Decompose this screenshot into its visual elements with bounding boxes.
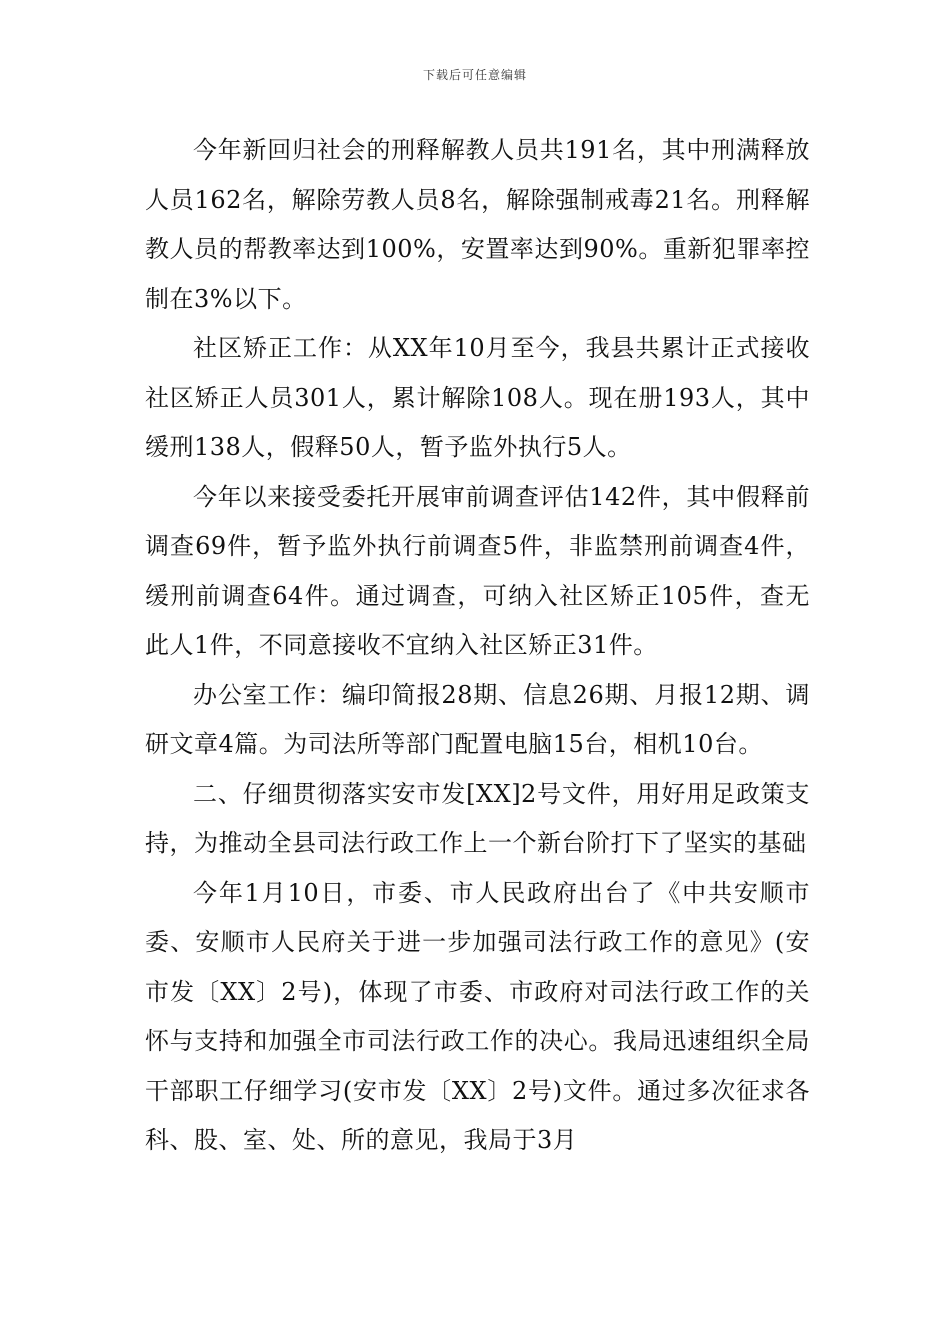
paragraph-policy-implementation: 今年1月10日，市委、市人民政府出台了《中共安顺市委、安顺市人民府关于进一步加强司法行政工作的意见》(安市发〔XX〕2号)，体现了市委、市政府对司法行政工作的关怀与支持和加强全市司法行政工作的决心。我局迅速组织全局干部职工仔细学习(安市发〔XX〕2号)文件。通过多次征求各科、股、室、处、所的意见，我局于3月: [145, 878, 810, 1154]
page-header-note: 下载后可任意编辑: [422, 68, 527, 82]
document-body: [145, 126, 810, 1166]
paragraph-release-statistics: 今年新回归社会的刑释解教人员共191名，其中刑满释放人员162名，解除劳教人员8名，解除强制戒毒21名。刑释解教人员的帮教率达到100%，安置率达到90%。重新犯罪率控制在3%以下。: [145, 136, 810, 313]
paragraph-section-heading-two: 二、仔细贯彻落实安市发[XX]2号文件，用好用足政策支持，为推动全县司法行政工作上一个新台阶打下了坚实的基础: [145, 779, 810, 857]
paragraph-office-work: 办公室工作：编印简报28期、信息26期、月报12期、调研文章4篇。为司法所等部门配置电脑15台，相机10台。: [145, 680, 810, 758]
paragraph-community-correction: 社区矫正工作：从XX年10月至今，我县共累计正式接收社区矫正人员301人，累计解除108人。现在册193人，其中缓刑138人，假释50人，暂予监外执行5人。: [145, 334, 810, 461]
paragraph-pretrial-investigation: 今年以来接受委托开展审前调查评估142件，其中假释前调查69件，暂予监外执行前调查5件，非监禁刑前调查4件，缓刑前调查64件。通过调查，可纳入社区矫正105件，查无此人1件，不同意接收不宜纳入社区矫正31件。: [145, 482, 810, 659]
